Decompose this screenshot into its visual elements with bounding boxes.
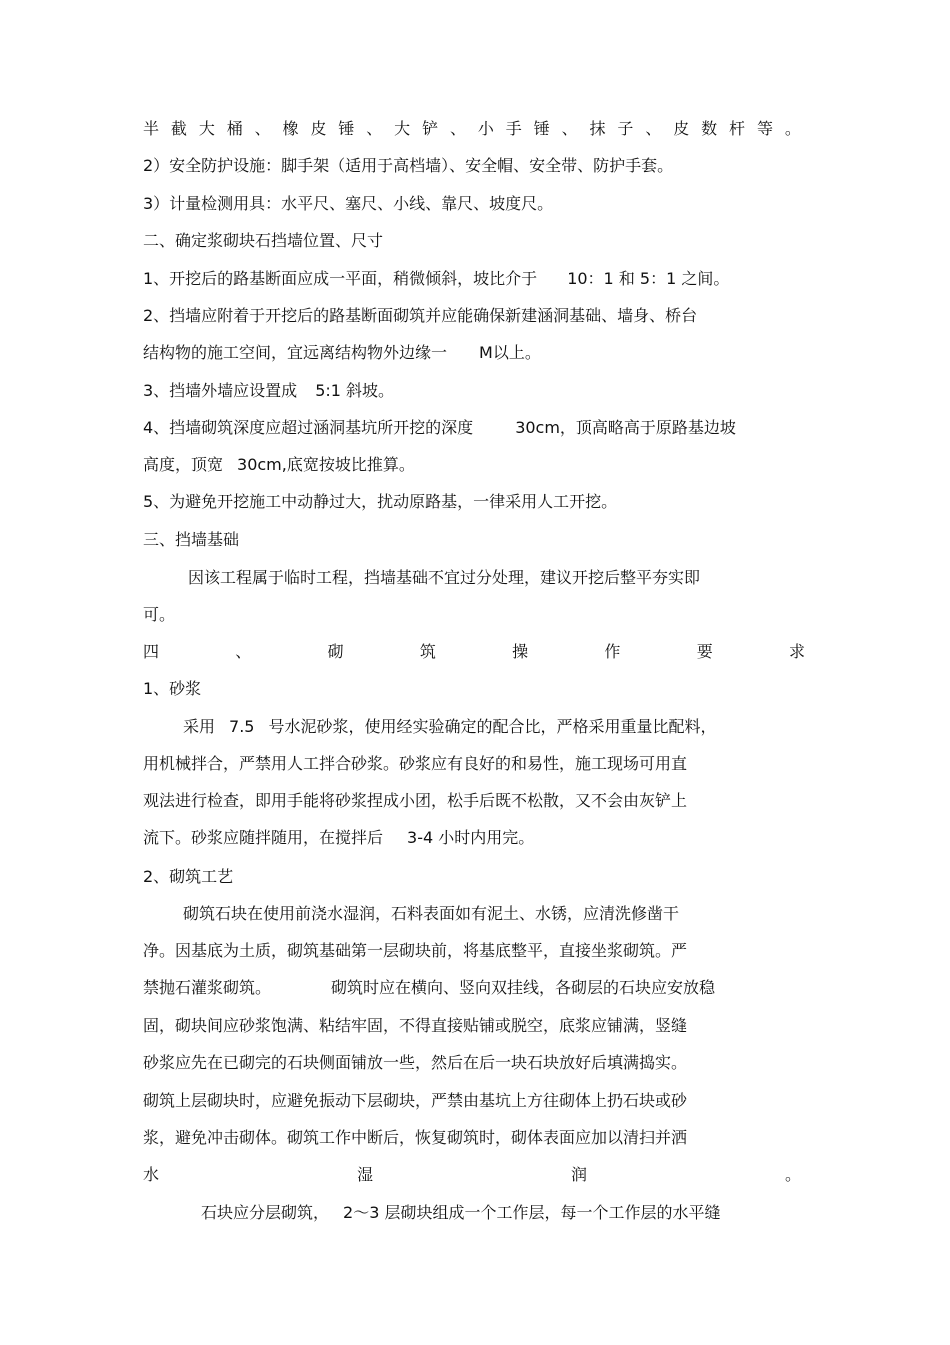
masonry-para-line-3 <box>143 977 715 999</box>
tools-list-char: 、 <box>254 119 271 138</box>
mortar-para-line-1 <box>183 716 716 738</box>
masonry-lines-text: 砌筑时应在横向、竖向双挂线，各砌层的石块应安放稳 <box>331 978 716 997</box>
tools-list-char: 、 <box>645 119 662 138</box>
tools-list-char: 子 <box>617 119 634 138</box>
tools-list-char: 大 <box>198 119 215 138</box>
mortar-time-limit: 3-4 小时内用完。 <box>407 828 535 847</box>
mortar-subheading: 1、砂浆 <box>143 679 202 698</box>
point-1-text: 1、开挖后的路基断面应成一平面，稍微倾斜，坡比介于 <box>143 269 538 288</box>
section-2-point-2-line-1: 2、挡墙应附着于开挖后的路基断面砌筑并应能确保新建涵洞基础、墙身、桥台 <box>143 306 698 325</box>
tools-list-char: 、 <box>449 119 466 138</box>
point-3-text: 3、挡墙外墙应设置成 <box>143 381 298 400</box>
measuring-tools-item: 3）计量检测用具：水平尺、塞尺、小线、靠尺、坡度尺。 <box>143 194 554 213</box>
masonry-para-line-5: 砂浆应先在已砌完的石块侧面铺放一些，然后在后一块石块放好后填满捣实。 <box>143 1053 688 1072</box>
section-2-point-4-line-1 <box>143 417 736 439</box>
layering-layers-text: 2～3 层砌块组成一个工作层，每一个工作层的水平缝 <box>343 1203 721 1222</box>
wall-depth-value: 30cm，顶高略高于原路基边坡 <box>515 418 736 437</box>
safety-equipment-item: 2）安全防护设施：脚手架（适用于高档墙）、安全帽、安全带、防护手套。 <box>143 156 674 175</box>
tools-list-char: 数 <box>701 119 718 138</box>
section-4-heading-char: 操 <box>512 642 529 661</box>
section-2-heading: 二、确定浆砌块石挡墙位置、尺寸 <box>143 231 384 250</box>
tools-list-char: 大 <box>394 119 411 138</box>
section-2-point-4-line-2 <box>143 454 415 476</box>
section-4-heading-char: 要 <box>696 642 713 661</box>
tools-list-char: 桶 <box>226 119 243 138</box>
masonry-line-8-char: 。 <box>784 1165 801 1184</box>
section-4-heading-char: 四 <box>143 642 160 661</box>
wall-slope-ratio: 5:1 斜坡。 <box>315 381 395 400</box>
section-2-point-2-line-2 <box>143 342 541 364</box>
section-3-para-line-1: 因该工程属于临时工程，挡墙基础不宜过分处理，建议开挖后整平夯实即 <box>188 568 701 587</box>
point-4-text: 4、挡墙砌筑深度应超过涵洞基坑所开挖的深度 <box>143 418 474 437</box>
layering-para-line-1 <box>201 1202 720 1224</box>
masonry-line-8-char: 水 <box>143 1165 160 1184</box>
masonry-para-line-6: 砌筑上层砌块时，应避免振动下层砌块，严禁由基坑上方往砌体上扔石块或砂 <box>143 1091 688 1110</box>
section-3-heading: 三、挡墙基础 <box>143 530 240 549</box>
mortar-grade: 7.5 <box>229 717 255 736</box>
tools-list-char: 手 <box>505 119 522 138</box>
section-3-para-line-2: 可。 <box>143 605 176 624</box>
tools-list-char: 。 <box>784 119 801 138</box>
tools-list-char: 橡 <box>282 119 299 138</box>
tools-list-char: 、 <box>366 119 383 138</box>
masonry-para-line-8 <box>143 1164 801 1186</box>
masonry-line-8-char: 润 <box>570 1165 587 1184</box>
tools-list-char: 等 <box>756 119 773 138</box>
masonry-para-line-1: 砌筑石块在使用前浇水湿润，石料表面如有泥土、水锈，应清洗修凿干 <box>183 904 680 923</box>
section-4-heading-char: 求 <box>788 642 805 661</box>
tools-list-char: 截 <box>170 119 187 138</box>
section-2-point-1 <box>143 268 729 290</box>
top-width-value: 30cm,底宽按坡比推算。 <box>237 455 415 474</box>
slope-ratio-range: 10：1 和 5：1 之间。 <box>567 269 730 288</box>
point-2-text: 结构物的施工空间，宜远离结构物外边缘一 <box>143 343 448 362</box>
tools-list-char: 、 <box>561 119 578 138</box>
tools-list-line <box>143 118 801 140</box>
section-4-heading-char: 作 <box>604 642 621 661</box>
mortar-para-line-4 <box>143 827 534 849</box>
masonry-line-8-char: 湿 <box>356 1165 373 1184</box>
masonry-prohibition: 禁抛石灌浆砌筑。 <box>143 978 272 997</box>
mortar-spec: 号水泥砂浆，使用经实验确定的配合比，严格采用重量比配料， <box>268 717 717 736</box>
tools-list-char: 锤 <box>533 119 550 138</box>
tools-list-char: 杆 <box>729 119 746 138</box>
tools-list-char: 锤 <box>338 119 355 138</box>
masonry-para-line-7: 浆，避免冲击砌体。砌筑工作中断后，恢复砌筑时，砌体表面应加以清扫并洒 <box>143 1128 688 1147</box>
masonry-para-line-4: 固，砌块间应砂浆饱满、粘结牢固，不得直接贴铺或脱空，底浆应铺满，竖缝 <box>143 1016 688 1035</box>
masonry-subheading: 2、砌筑工艺 <box>143 867 234 886</box>
tools-list-char: 小 <box>477 119 494 138</box>
tools-list-char: 皮 <box>673 119 690 138</box>
section-4-heading <box>143 641 805 663</box>
mortar-use: 采用 <box>183 717 216 736</box>
mortar-para-line-2: 用机械拌合，严禁用人工拌合砂浆。砂浆应有良好的和易性，施工现场可用直 <box>143 754 688 773</box>
mortar-para-line-3: 观法进行检查，即用手能将砂浆捏成小团，松手后既不松散，又不会由灰铲上 <box>143 791 688 810</box>
section-4-heading-char: 砌 <box>327 642 344 661</box>
section-2-point-5: 5、为避免开挖施工中动静过大，扰动原路基，一律采用人工开挖。 <box>143 492 618 511</box>
tools-list-char: 铲 <box>422 119 439 138</box>
masonry-para-line-2: 净。因基底为土质，砌筑基础第一层砌块前，将基底整平，直接坐浆砌筑。严 <box>143 941 688 960</box>
clearance-distance: M以上。 <box>479 343 541 362</box>
tools-list-char: 抹 <box>589 119 606 138</box>
section-4-heading-char: 、 <box>235 642 252 661</box>
top-width-label: 高度，顶宽 <box>143 455 224 474</box>
tools-list-char: 半 <box>143 119 160 138</box>
section-4-heading-char: 筑 <box>419 642 436 661</box>
section-2-point-3 <box>143 380 394 402</box>
layering-text: 石块应分层砌筑， <box>201 1203 330 1222</box>
mortar-usage-text: 流下。砂浆应随拌随用，在搅拌后 <box>143 828 384 847</box>
tools-list-char: 皮 <box>310 119 327 138</box>
